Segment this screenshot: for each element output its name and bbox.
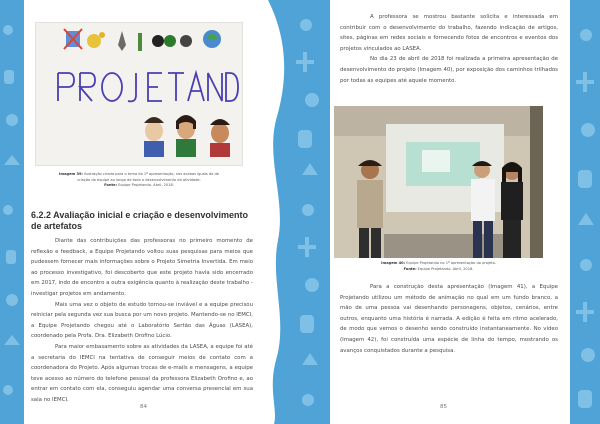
paragraph-6: Para a construção desta apresentação (Imagem 41), a Equipe Projetando utilizou um método de animação no qual em um fundo branco, a mão de uma pessoa vai desenhando personagens, objetos, cenários, entre outros, enquanto uma história é narrada. A edição é feita em ritmo acelerado, de modo que vemos o desenho sendo construído instantaneamente. No vídeo (Imagem 42), foi construída uma espécie de linha do tempo, mostrando os avanços conquistados durante a pesquisa.	[340, 284, 558, 354]
caption-label: Imagem 39:	[58, 172, 83, 176]
caption-text-2: criação da equipe ao longo de todo o desenvolvimento da atividade.	[77, 177, 201, 182]
page-number-left: 84	[140, 404, 147, 410]
presentation-photo-image	[334, 106, 543, 258]
caption-source: Equipe Projetando. Abril, 2018.	[416, 266, 474, 271]
caption-text-1: Ilustração criada para o tema do 1º apresentação, nos acabas iguais do de	[82, 172, 220, 176]
pattern-icons	[570, 0, 600, 424]
center-spine-pattern	[268, 0, 330, 424]
left-page	[24, 0, 268, 424]
pattern-icons	[0, 0, 24, 424]
paragraph-1: Diante das contribuições das professoras no primeiro momento de reflexão e feedback, a Equipe Projetando voltou suas pesquisas para meios que pudessem fornecer mais informações sobre o Projeto Simetria Invertida. Em meio ao processo investigativo, foi descoberto que este projeto havia sido encerrado em 2017, indo de encontro a outra exigência quanto à realização deste trabalho - investigar projetos em andamento.	[31, 238, 253, 297]
right-body-text-bottom	[340, 282, 558, 356]
caption-source-label: Fonte:	[403, 266, 417, 271]
caption-text-1: Equipe Projetando no 1º apresentação do projeto.	[405, 261, 496, 265]
right-page	[330, 0, 570, 424]
paragraph-3: Para maior embasamento sobre as atividades da LASEA, a equipe foi até a secretaria do IEMCI na tentativa de conseguir meios de contato com a coordenadora do Projeto. Após algumas trocas de e-mails e mensagens, a equipe teve acesso ao número do telefone pessoal da professora Elizabeth Orofino e, ao entrar em contato com ela, conseguiu agendar uma conversa presencial em sua sala no IEMCI.	[31, 343, 253, 403]
presentation-photo	[334, 106, 543, 258]
caption-label: Imagem 40:	[381, 261, 406, 265]
paragraph-2: Mais uma vez o objeto de estudo tornou-se inviável e a equipe precisou reiniciar pela segunda vez sua busca por um novo projeto. Mantendo-se no IEMCI, a Equipe Projetando chegou até o Laboratório Sertão das Águas (LASEA), coordenado pela Profa. Dra. Elizabeth Orofino Lúcio.	[31, 301, 253, 340]
caption-source-label: Fonte:	[104, 183, 118, 188]
left-body-text	[31, 236, 253, 406]
pattern-icons	[268, 0, 330, 424]
section-heading: 6.2.2 Avaliação inicial e criação e desenvolvimento de artefatos	[31, 210, 248, 231]
right-body-text-top	[340, 12, 558, 86]
paragraph-4: A professora se mostrou bastante solícita e interessada em contribuir com o desenvolvimento do trabalho, fazendo indicação de artigos, sites, páginas em redes sociais e fornecendo fotos de encontros e eventos dos projetos vinculados ao LASEA.	[340, 14, 558, 52]
projetando-illustration	[36, 23, 243, 166]
caption-source: Equipe Projetando. Abril, 2018.	[117, 183, 174, 188]
projetando-drawing-image	[35, 22, 243, 166]
page-number-right: 85	[440, 404, 447, 410]
figure-39-caption	[35, 172, 243, 189]
left-border-pattern	[0, 0, 24, 424]
paragraph-5: No dia 23 de abril de 2018 foi realizada a primeira apresentação de desenvolvimento do projeto (Imagem 40), por exposição dos caminhos trilhados por todas as equipes até aquele momento.	[340, 56, 558, 84]
drawn-faces	[144, 115, 230, 157]
right-border-pattern	[570, 0, 600, 424]
figure-40-caption	[334, 261, 543, 272]
